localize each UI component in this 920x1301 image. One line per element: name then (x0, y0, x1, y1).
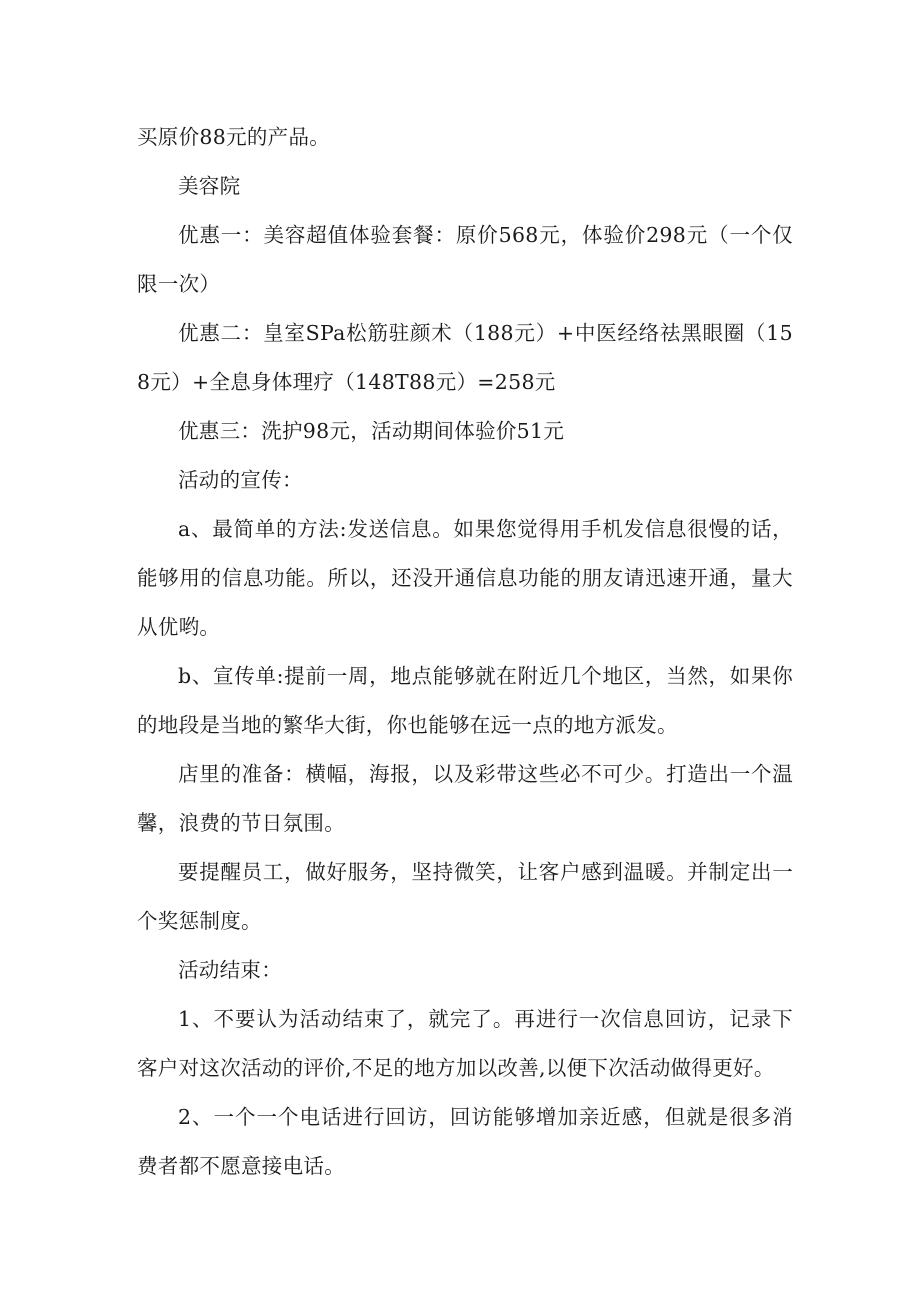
paragraph-12: 1、不要认为活动结束了，就完了。再进行一次信息回访，记录下客户对这次活动的评价,不足的地方加以改善,以便下次活动做得更好。 (137, 1007, 793, 1080)
paragraph-3: 优惠一：美容超值体验套餐：原价568元，体验价298元（一个仅限一次） (137, 223, 793, 296)
paragraph-4: 优惠二：皇室SPa松筋驻颜术（188元）+中医经络祛黑眼圈（158元）+全息身体理疗（148T88元）=258元 (137, 321, 793, 394)
paragraph-11: 活动结束： (178, 958, 282, 982)
document-body (137, 113, 793, 1191)
paragraph-5: 优惠三：洗护98元，活动期间体验价51元 (178, 419, 565, 443)
paragraph-6: 活动的宣传： (178, 468, 303, 492)
paragraph-9: 店里的准备：横幅，海报，以及彩带这些必不可少。打造出一个温馨，浪费的节日氛围。 (137, 762, 793, 835)
paragraph-7: a、最简单的方法:发送信息。如果您觉得用手机发信息很慢的话，能够用的信息功能。所以，还没开通信息功能的朋友请迅速开通，量大从优哟。 (137, 517, 793, 639)
paragraph-8: b、宣传单:提前一周，地点能够就在附近几个地区，当然，如果你的地段是当地的繁华大街，你也能够在远一点的地方派发。 (137, 664, 793, 737)
paragraph-10: 要提醒员工，做好服务，坚持微笑，让客户感到温暖。并制定出一个奖惩制度。 (137, 860, 793, 933)
paragraph-2: 美容院 (178, 174, 241, 198)
paragraph-13: 2、一个一个电话进行回访，回访能够增加亲近感，但就是很多消费者都不愿意接电话。 (137, 1105, 793, 1178)
paragraph-1: 买原价88元的产品。 (137, 125, 331, 149)
